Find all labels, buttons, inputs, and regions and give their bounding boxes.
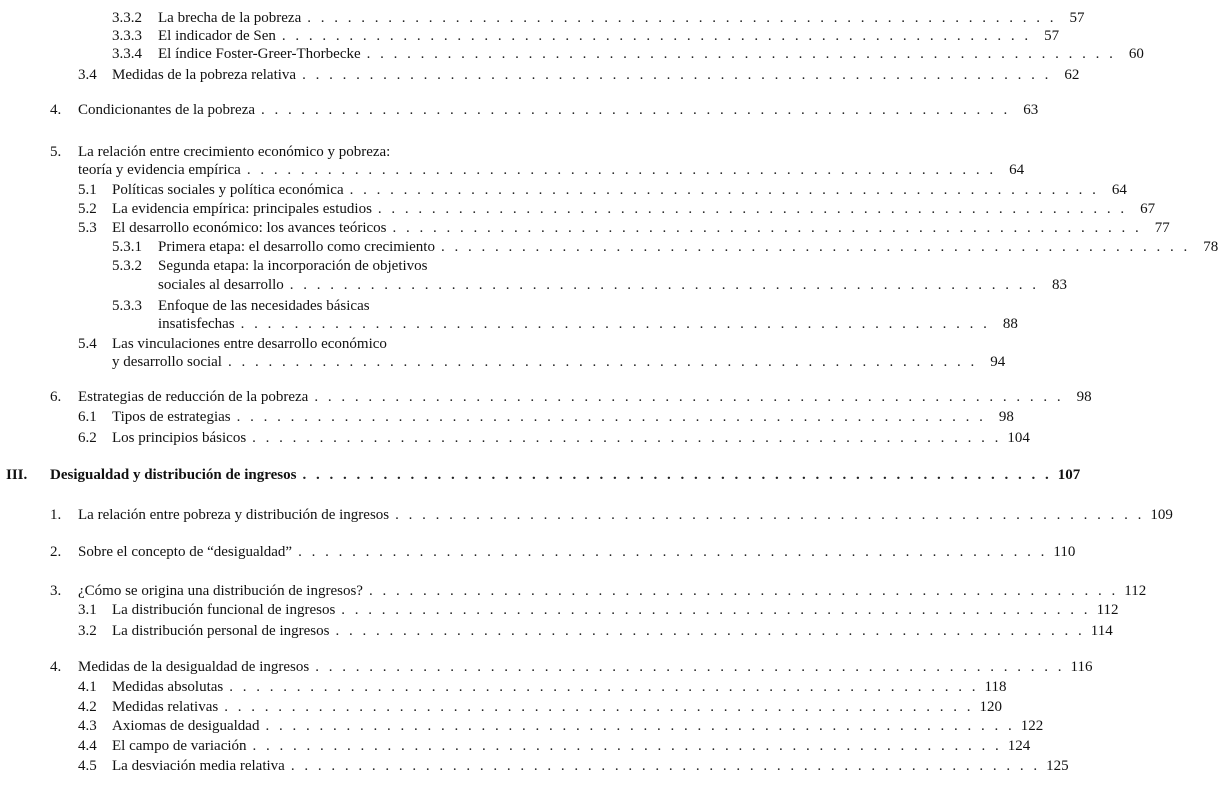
toc-entry-title: Estrategias de reducción de la pobreza: [78, 389, 309, 405]
dot-leader: . . . . . . . . . . . . . . . . . . . . . . . . . . . . . . . . . . . . . . . . . . . . . . . . . . . . . . . .: [368, 583, 1119, 599]
toc-entry-page-number: 104: [1007, 430, 1030, 446]
toc-entry-title: Tipos de estrategias: [112, 409, 231, 425]
dot-leader: . . . . . . . . . . . . . . . . . . . . . . . . . . . . . . . . . . . . . . . . . . . . . . . . . . . . . . . .: [281, 28, 1032, 44]
dot-leader: . . . . . . . . . . . . . . . . . . . . . . . . . . . . . . . . . . . . . . . . . . . . . . . . . . . . . . . .: [240, 316, 990, 332]
toc-entry-page-number: 114: [1090, 623, 1113, 639]
toc-entry-number: 3.4: [78, 67, 97, 83]
toc-entry-title: El índice Foster-Greer-Thorbecke: [158, 46, 361, 62]
dot-leader: . . . . . . . . . . . . . . . . . . . . . . . . . . . . . . . . . . . . . . . . . . . . . . . . . . . . . . . .: [265, 718, 1015, 734]
toc-entry-number: 3.3.3: [112, 28, 142, 44]
toc-entry-title-continued: sociales al desarrollo: [158, 277, 284, 293]
toc-entry-title: Sobre el concepto de “desigualdad”: [78, 544, 293, 560]
dot-leader: . . . . . . . . . . . . . . . . . . . . . . . . . . . . . . . . . . . . . . . . . . . . . . . . . . . . . . . .: [395, 507, 1145, 523]
dot-leader: . . . . . . . . . . . . . . . . . . . . . . . . . . . . . . . . . . . . . . . . . . . . . . . . . . . . . . . .: [302, 67, 1052, 83]
toc-entry-page-number: 107: [1057, 467, 1081, 483]
toc-entry-number: 5.3.1: [112, 239, 142, 255]
toc-entry-page-number: 98: [998, 409, 1014, 425]
dot-leader: . . . . . . . . . . . . . . . . . . . . . . . . . . . . . . . . . . . . . . . . . . . . . . . . . . . . . . . .: [366, 46, 1116, 62]
dot-leader: . . . . . . . . . . . . . . . . . . . . . . . . . . . . . . . . . . . . . . . . . . . . . . . . . . . . . . . .: [341, 602, 1091, 618]
toc-entry-title: Axiomas de desigualdad: [112, 718, 260, 734]
toc-entry-number: 5.2: [78, 201, 97, 217]
toc-entry-title: La distribución personal de ingresos: [112, 623, 330, 639]
toc-entry-title: Medidas de la pobreza relativa: [112, 67, 297, 83]
toc-entry-title: El campo de variación: [112, 738, 247, 754]
toc-entry-title: Políticas sociales y política económica: [112, 182, 344, 198]
toc-entry-page-number: 120: [979, 699, 1002, 715]
dot-leader: . . . . . . . . . . . . . . . . . . . . . . . . . . . . . . . . . . . . . . . . . . . . . . . . . . . . . . . .: [252, 430, 1002, 446]
toc-entry-page-number: 109: [1150, 507, 1173, 523]
toc-entry-title: Enfoque de las necesidades básicas: [158, 298, 370, 314]
toc-entry-title: La distribución funcional de ingresos: [112, 602, 336, 618]
toc-entry-number: 4.2: [78, 699, 97, 715]
toc-entry-page-number: 116: [1070, 659, 1093, 675]
toc-entry-number: 3.3.2: [112, 10, 142, 26]
toc-entry-title: Las vinculaciones entre desarrollo económico: [112, 336, 387, 352]
toc-entry-page-number: 94: [990, 354, 1006, 370]
toc-entry-page-number: 124: [1007, 738, 1031, 754]
toc-entry-title-continued: teoría y evidencia empírica: [78, 162, 241, 178]
toc-entry-page-number: 57: [1069, 10, 1085, 26]
dot-leader: . . . . . . . . . . . . . . . . . . . . . . . . . . . . . . . . . . . . . . . . . . . . . . . . . . . . . . . .: [440, 239, 1191, 255]
toc-entry-number: 5.3: [78, 220, 97, 236]
dot-leader: . . . . . . . . . . . . . . . . . . . . . . . . . . . . . . . . . . . . . . . . . . . . . . . . . . . . . . . .: [392, 220, 1142, 236]
dot-leader: . . . . . . . . . . . . . . . . . . . . . . . . . . . . . . . . . . . . . . . . . . . . . . . . . . . . . . . .: [227, 354, 978, 370]
toc-entry-page-number: 98: [1076, 389, 1092, 405]
toc-entry-title: Medidas relativas: [112, 699, 219, 715]
toc-entry-page-number: 63: [1023, 102, 1039, 118]
toc-entry-title: La relación entre pobreza y distribución de ingresos: [78, 507, 390, 523]
toc-entry-page-number: 110: [1053, 544, 1076, 560]
dot-leader: . . . . . . . . . . . . . . . . . . . . . . . . . . . . . . . . . . . . . . . . . . . . . . . . . . . . . . . .: [252, 738, 1002, 754]
toc-entry-title: Medidas absolutas: [112, 679, 224, 695]
toc-entry-number: 3.: [50, 583, 62, 599]
toc-entry-number: III.: [6, 467, 28, 483]
toc-entry-number: 4.: [50, 659, 62, 675]
toc-entry-title: El indicador de Sen: [158, 28, 276, 44]
toc-entry-page-number: 112: [1096, 602, 1119, 618]
toc-entry-page-number: 118: [984, 679, 1007, 695]
toc-entry-number: 4.5: [78, 758, 97, 774]
toc-entry-number: 2.: [50, 544, 62, 560]
toc-entry-number: 5.4: [78, 336, 97, 352]
dot-leader: . . . . . . . . . . . . . . . . . . . . . . . . . . . . . . . . . . . . . . . . . . . . . . . . . . . . . . . .: [298, 544, 1048, 560]
toc-entry-title: El desarrollo económico: los avances teóricos: [112, 220, 387, 236]
toc-entry-title: La brecha de la pobreza: [158, 10, 302, 26]
toc-entry-page-number: 57: [1044, 28, 1060, 44]
dot-leader: . . . . . . . . . . . . . . . . . . . . . . . . . . . . . . . . . . . . . . . . . . . . . . . . . . . . . . . .: [307, 10, 1057, 26]
toc-entry-number: 5.3.3: [112, 298, 142, 314]
dot-leader: . . . . . . . . . . . . . . . . . . . . . . . . . . . . . . . . . . . . . . . . . . . . . . . . . . . . . . . .: [314, 389, 1064, 405]
toc-entry-title-continued: insatisfechas: [158, 316, 235, 332]
toc-entry-number: 1.: [50, 507, 62, 523]
toc-entry-page-number: 125: [1046, 758, 1069, 774]
toc-entry-page-number: 88: [1002, 316, 1018, 332]
toc-entry-number: 6.: [50, 389, 62, 405]
toc-entry-page-number: 83: [1052, 277, 1068, 293]
toc-entry-title: Condicionantes de la pobreza: [78, 102, 256, 118]
dot-leader: . . . . . . . . . . . . . . . . . . . . . . . . . . . . . . . . . . . . . . . . . . . . . . . . . . . . . . . .: [236, 409, 986, 425]
dot-leader: . . . . . . . . . . . . . . . . . . . . . . . . . . . . . . . . . . . . . . . . . . . . . . . . . . . . . . . .: [302, 467, 1052, 483]
toc-entry-number: 3.2: [78, 623, 97, 639]
toc-entry-page-number: 112: [1124, 583, 1147, 599]
toc-entry-title: ¿Cómo se origina una distribución de ingresos?: [78, 583, 363, 599]
toc-entry-number: 5.3.2: [112, 258, 142, 274]
toc-entry-title: Desigualdad y distribución de ingresos: [50, 467, 297, 483]
toc-entry-number: 5.: [50, 144, 62, 160]
dot-leader: . . . . . . . . . . . . . . . . . . . . . . . . . . . . . . . . . . . . . . . . . . . . . . . . . . . . . . . .: [229, 679, 979, 695]
dot-leader: . . . . . . . . . . . . . . . . . . . . . . . . . . . . . . . . . . . . . . . . . . . . . . . . . . . . . . . .: [246, 162, 997, 178]
toc-entry-title: Primera etapa: el desarrollo como crecimiento: [158, 239, 435, 255]
toc-entry-title: La evidencia empírica: principales estudios: [112, 201, 372, 217]
toc-entry-page-number: 122: [1020, 718, 1044, 734]
toc-entry-title-continued: y desarrollo social: [112, 354, 222, 370]
toc-entry-number: 4.: [50, 102, 62, 118]
toc-entry-page-number: 64: [1111, 182, 1127, 198]
toc-entry-page-number: 67: [1140, 201, 1156, 217]
toc-entry-title: La desviación media relativa: [112, 758, 285, 774]
toc-entry-number: 6.1: [78, 409, 97, 425]
toc-entry-number: 3.3.4: [112, 46, 142, 62]
dot-leader: . . . . . . . . . . . . . . . . . . . . . . . . . . . . . . . . . . . . . . . . . . . . . . . . . . . . . . . .: [349, 182, 1099, 198]
dot-leader: . . . . . . . . . . . . . . . . . . . . . . . . . . . . . . . . . . . . . . . . . . . . . . . . . . . . . . . .: [335, 623, 1085, 639]
toc-entry-number: 5.1: [78, 182, 97, 198]
dot-leader: . . . . . . . . . . . . . . . . . . . . . . . . . . . . . . . . . . . . . . . . . . . . . . . . . . . . . . . .: [289, 277, 1040, 293]
dot-leader: . . . . . . . . . . . . . . . . . . . . . . . . . . . . . . . . . . . . . . . . . . . . . . . . . . . . . . . .: [290, 758, 1041, 774]
toc-entry-title: Segunda etapa: la incorporación de objetivos: [158, 258, 428, 274]
toc-entry-number: 4.4: [78, 738, 97, 754]
toc-entry-number: 4.3: [78, 718, 97, 734]
toc-entry-page-number: 62: [1064, 67, 1080, 83]
dot-leader: . . . . . . . . . . . . . . . . . . . . . . . . . . . . . . . . . . . . . . . . . . . . . . . . . . . . . . . .: [224, 699, 974, 715]
toc-entry-page-number: 60: [1128, 46, 1144, 62]
toc-entry-number: 3.1: [78, 602, 97, 618]
dot-leader: . . . . . . . . . . . . . . . . . . . . . . . . . . . . . . . . . . . . . . . . . . . . . . . . . . . . . . . .: [377, 201, 1128, 217]
toc-entry-title: Los principios básicos: [112, 430, 247, 446]
toc-entry-number: 6.2: [78, 430, 97, 446]
dot-leader: . . . . . . . . . . . . . . . . . . . . . . . . . . . . . . . . . . . . . . . . . . . . . . . . . . . . . . . .: [261, 102, 1011, 118]
toc-entry-page-number: 77: [1154, 220, 1170, 236]
toc-entry-page-number: 78: [1203, 239, 1218, 255]
toc-entry-page-number: 64: [1009, 162, 1025, 178]
dot-leader: . . . . . . . . . . . . . . . . . . . . . . . . . . . . . . . . . . . . . . . . . . . . . . . . . . . . . . . .: [315, 659, 1065, 675]
toc-entry-title: Medidas de la desigualdad de ingresos: [78, 659, 310, 675]
toc-entry-title: La relación entre crecimiento económico y pobreza:: [78, 144, 391, 160]
toc-entry-number: 4.1: [78, 679, 97, 695]
